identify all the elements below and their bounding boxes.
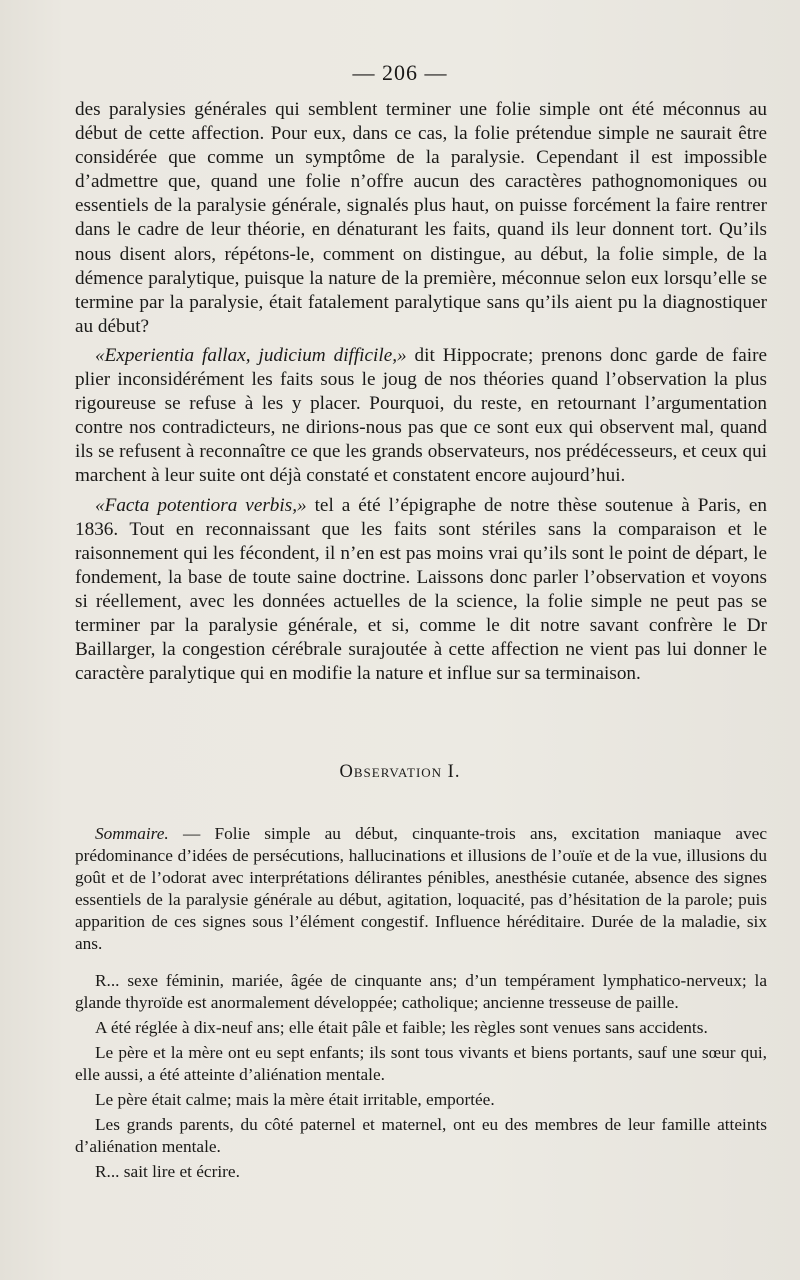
sommaire: [75, 823, 767, 956]
main-text: [75, 98, 767, 686]
latin-epigraph: «Facta potentiora verbis,»: [95, 494, 307, 516]
observation-text: [75, 823, 767, 1183]
observation-paragraph: Le père était calme; mais la mère était irritable, emportée.: [95, 1090, 495, 1110]
sommaire-label: Sommaire.: [95, 824, 169, 843]
observation-paragraph: R... sait lire et écrire.: [95, 1162, 240, 1182]
paragraph-3: [75, 494, 767, 687]
observation-heading: Observation I.: [339, 762, 461, 782]
paragraph-1: des paralysies générales qui semblent terminer une folie simple ont été méconnus au début de cette affection. Pour eux, dans ce cas, la folie prétendue simple ne saurait être considérée que comme un symptôme de la paralysie. Cependant il est impossible d’admettre que, quand une folie n’offre aucun des caractères pathognomoniques ou essentiels de la paralysie générale, signalés plus haut, on puisse forcément la faire rentrer dans le cadre de leur théorie, en dénaturant les faits, quand ils leur donnent tort. Qu’ils nous disent alors, répétons-le, comment on distingue, au début, la folie simple, de la démence paralytique, puisque la nature de la première, méconnue selon eux lorsqu’elle se termine par la paralysie, était fatalement paralytique sans qu’ils aient pu la diagnostiquer au début?: [75, 99, 767, 337]
observation-paragraph: A été réglée à dix-neuf ans; elle était pâle et faible; les règles sont venues sans accidents.: [95, 1017, 708, 1037]
observation-paragraph: R... sexe féminin, mariée, âgée de cinquante ans; d’un tempérament lymphatico-nerveux; la glande thyroïde est anormalement développée; catholique; ancienne tresseuse de paille.: [75, 970, 767, 1012]
page-number: — 206 —: [352, 60, 448, 85]
paragraph-3-text: tel a été l’épigraphe de notre thèse soutenue à Paris, en 1836. Tout en reconnaissant que les faits sont stériles sans la comparaison et le raisonnement qui les fécondent, il n’en est pas moins vrai qu’ils sont le point de départ, le fondement, la base de toute saine doctrine. Laissons donc parler l’observation et voyons si réellement, avec les données actuelles de la science, la folie simple ne peut pas se terminer par la paralysie générale, et si, comme le dit notre savant confrère le Dr Baillarger, la congestion cérébrale surajoutée à cette affection ne vient pas lui donner le caractère paralytique qui en modifie la nature et influe sur sa terminaison.: [75, 494, 768, 685]
paragraph-2: [75, 344, 767, 489]
latin-quote: «Experientia fallax, judicium difficile,»: [95, 344, 407, 366]
observation-paragraph: Les grands parents, du côté paternel et maternel, ont eu des membres de leur famille atteints d’aliénation mentale.: [75, 1115, 767, 1157]
paragraph-2-text: dit Hippocrate; prenons donc garde de faire plier inconsidérément les faits sous le joug de nos théories quand l’observation la plus rigoureuse se refuse à les y placer. Pourquoi, du reste, en retournant l’argumentation contre nos contradicteurs, ne dirions-nous pas que ce sont eux qui observent mal, quand ils se refusent à reconnaître ce que les grands observateurs, nos prédécesseurs, et ceux qui marchent à leur suite ont déjà constaté et constatent encore aujourd’hui.: [75, 344, 768, 487]
observation-paragraph: Le père et la mère ont eu sept enfants; ils sont tous vivants et biens portants, sauf une sœur qui, elle aussi, a été atteinte d’aliénation mentale.: [75, 1042, 767, 1084]
sommaire-text: — Folie simple au début, cinquante-trois ans, excitation maniaque avec prédominance d’idées de persécutions, hallucinations et illusions de l’ouïe et de la vue, illusions du goût et de l’odorat avec interprétations délirantes pénibles, anesthésie cutanée, absence des signes essentiels de la paralysie générale au début, agitation, loquacité, pas d’hésitation de la parole; puis apparition de ces signes sous l’élément congestif. Influence héréditaire. Durée de la maladie, six ans.: [75, 824, 767, 954]
